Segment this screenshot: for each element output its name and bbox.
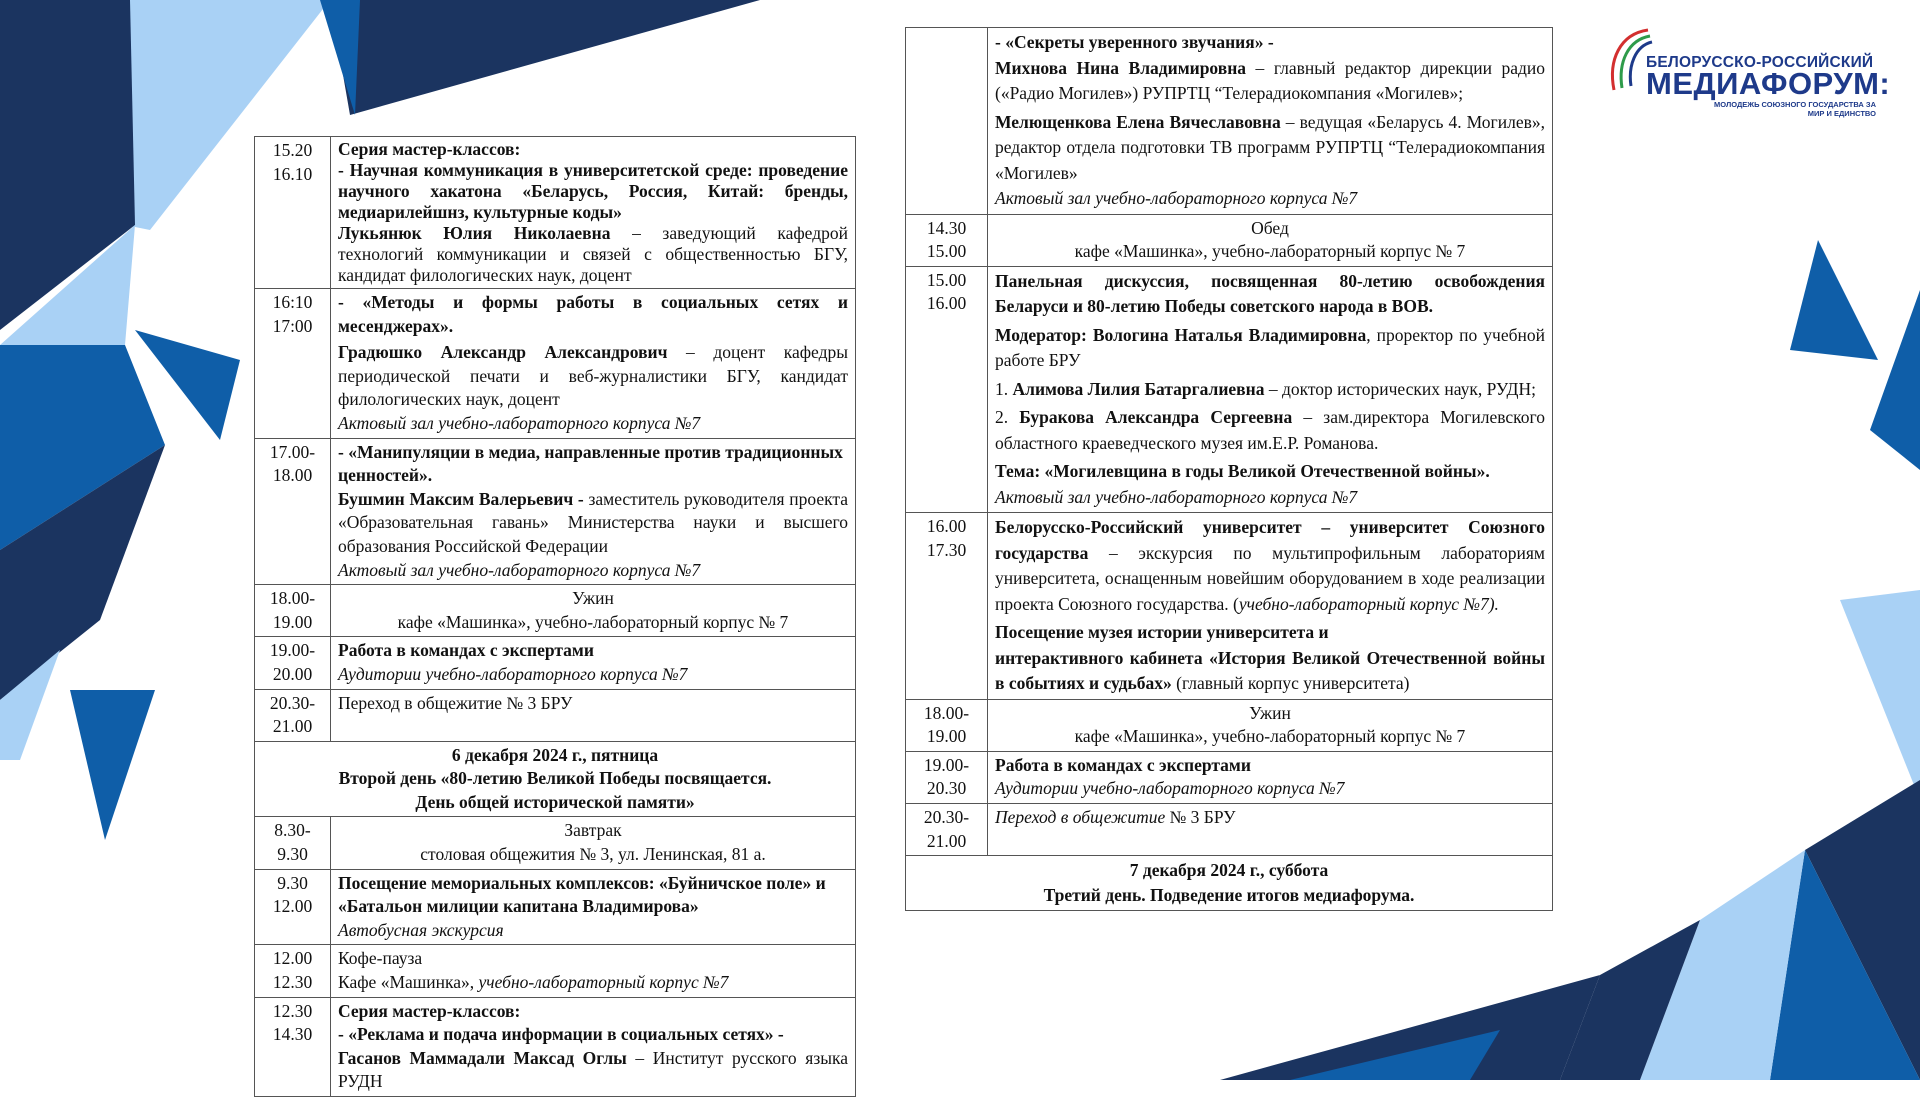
speaker-name: Лукьянюк Юлия Николаевна (338, 223, 611, 243)
bg-triangle (1790, 240, 1878, 360)
time-cell: 16.00 17.30 (906, 513, 988, 700)
table-row (255, 997, 856, 1096)
event-cell: - «Методы и формы работы в социальных сетях и месенджерах». Градюшко Александр Александрович – доцент кафедры периодической печати и веб-журналистики БГУ, кандидат филологических наук, доцент Актовый зал учебно-лабораторного корпуса №7 (331, 289, 856, 439)
speaker-name: Гасанов Маммадали Максад Оглы (338, 1047, 627, 1068)
event-cell: Серия мастер-классов: - Научная коммуникация в университетской среде: проведение научного хакатона «Беларусь, Россия, Китай: бренды, медиарилейшнз, культурные коды» Лукьянюк Юлия Николаевна – заведующий кафедрой технологий коммуникации и связей с общественностью БГУ, кандидат филологических наук, доцент (331, 137, 856, 289)
speaker-name: Михнова Нина Владимировна (995, 57, 1247, 78)
time-cell: 17.00- 18.00 (255, 438, 331, 585)
theme: Тема: «Могилевщина в годы Великой Отечественной войны». (995, 461, 1490, 482)
venue: Автобусная экскурсия (338, 919, 504, 940)
time-cell: 19.00- 20.30 (906, 751, 988, 803)
mediaforum-logo (1600, 20, 1890, 120)
table-row (906, 513, 1553, 700)
event-cell: Переход в общежитие № 3 БРУ (988, 804, 1553, 856)
time-cell: 12.00 12.30 (255, 945, 331, 997)
venue: Актовый зал учебно-лабораторного корпуса №7 (995, 188, 1358, 208)
time-cell: 14.30 15.00 (906, 214, 988, 266)
table-row (906, 266, 1553, 513)
bg-triangle (1840, 590, 1920, 800)
speaker-name: Бушмин Максим Валерьевич - (338, 488, 584, 509)
time-cell: 15.20 16.10 (255, 137, 331, 289)
time-cell: 20.30- 21.00 (255, 689, 331, 741)
day-header-row (255, 741, 856, 817)
venue: Аудитории учебно-лабораторного корпуса №7 (338, 663, 688, 684)
event-cell: Посещение мемориальных комплексов: «Буйничское поле» и «Батальон милиции капитана Владимирова» Автобусная экскурсия (331, 869, 856, 945)
event-cell: Завтрак столовая общежития № 3, ул. Ленинская, 81 а. (331, 817, 856, 869)
event-cell: Переход в общежитие № 3 БРУ (331, 689, 856, 741)
table-row (255, 289, 856, 439)
event-cell: Ужин кафе «Машинка», учебно-лабораторный корпус № 7 (988, 699, 1553, 751)
time-cell: 15.00 16.00 (906, 266, 988, 513)
table-row (255, 689, 856, 741)
event-cell: Белорусско-Российский университет – университет Союзного государства – экскурсия по мультипрофильным лабораториям университета, оснащенным новейшим оборудованием в ходе реализации проекта Союзного государства. (учебно-лабораторный корпус №7). Посещение музея истории университета и интерактивного кабинета «История Великой Отечественной войны в событиях и судьбах» (главный корпус университета) (988, 513, 1553, 700)
table-row (255, 637, 856, 689)
table-row (255, 945, 856, 997)
bg-triangle (70, 690, 155, 840)
event-cell: Серия мастер-классов: - «Реклама и подача информации в социальных сетях» - Гасанов Маммадали Максад Оглы – Институт русского языка РУДН (331, 997, 856, 1096)
event-cell: Панельная дискуссия, посвященная 80-летию освобождения Беларуси и 80-летию Победы советского народа в ВОВ. Модератор: Вологина Наталья Владимировна, проректор по учебной работе БРУ 1. Алимова Лилия Батаргалиевна – доктор исторических наук, РУДН; 2. Буракова Александра Сергеевна – зам.директора Могилевского областного краеведческого музея им.Е.Р. Романова. Тема: «Могилевщина в годы Великой Отечественной войны». Актовый зал учебно-лабораторного корпуса №7 (988, 266, 1553, 513)
day-header-row (906, 856, 1553, 911)
time-cell: 19.00- 20.00 (255, 637, 331, 689)
schedule-table-left (254, 136, 856, 1097)
venue: Актовый зал учебно-лабораторного корпуса №7 (338, 559, 701, 580)
day-header: 7 декабря 2024 г., суббота Третий день. Подведение итогов медиафорума. (906, 856, 1553, 911)
speaker-name: Алимова Лилия Батаргалиевна (1012, 378, 1265, 399)
time-cell: 20.30- 21.00 (906, 804, 988, 856)
table-row (255, 585, 856, 637)
table-row (255, 438, 856, 585)
bg-triangle (1870, 290, 1920, 470)
logo-line3: МОЛОДЕЖЬ СОЮЗНОГО ГОСУДАРСТВА ЗА МИР И ЕДИНСТВО (1714, 100, 1876, 118)
time-cell: 8.30- 9.30 (255, 817, 331, 869)
time-cell: 16:10 17:00 (255, 289, 331, 439)
time-cell (906, 28, 988, 215)
speaker-name: Мелющенкова Елена Вячеславовна (995, 111, 1281, 132)
venue: Актовый зал учебно-лабораторного корпуса №7 (995, 486, 1358, 507)
event-cell: Кофе-пауза Кафе «Машинка», учебно-лабораторный корпус №7 (331, 945, 856, 997)
time-cell: 12.30 14.30 (255, 997, 331, 1096)
table-row (255, 817, 856, 869)
table-row (255, 869, 856, 945)
venue: Актовый зал учебно-лабораторного корпуса №7 (338, 412, 701, 433)
speaker-name: Градюшко Александр Александрович (338, 342, 668, 363)
table-row (906, 751, 1553, 803)
venue: Аудитории учебно-лабораторного корпуса №7 (995, 778, 1345, 799)
table-row (906, 699, 1553, 751)
time-cell: 18.00- 19.00 (906, 699, 988, 751)
moderator: Модератор: Вологина Наталья Владимировна (995, 324, 1367, 345)
table-row (906, 28, 1553, 215)
time-cell: 9.30 12.00 (255, 869, 331, 945)
event-cell: Обед кафе «Машинка», учебно-лабораторный корпус № 7 (988, 214, 1553, 266)
schedule-table-right (905, 27, 1553, 911)
event-cell: Ужин кафе «Машинка», учебно-лабораторный корпус № 7 (331, 585, 856, 637)
logo-line1: БЕЛОРУССКО-РОССИЙСКИЙ (1646, 54, 1874, 71)
event-cell: - «Манипуляции в медиа, направленные против традиционных ценностей». Бушмин Максим Валерьевич - заместитель руководителя проекта «Образовательная гавань» Министерства науки и высшего образования Российской Федерации Актовый зал учебно-лабораторного корпуса №7 (331, 438, 856, 585)
table-row (906, 804, 1553, 856)
event-cell: Работа в командах с экспертами Аудитории учебно-лабораторного корпуса №7 (988, 751, 1553, 803)
day-header: 6 декабря 2024 г., пятница Второй день «80-летию Великой Победы посвящается. День общей исторической памяти» (255, 741, 856, 817)
event-cell: Работа в командах с экспертами Аудитории учебно-лабораторного корпуса №7 (331, 637, 856, 689)
table-row (255, 137, 856, 289)
time-cell: 18.00- 19.00 (255, 585, 331, 637)
logo-line2: МЕДИАФОРУМ: (1646, 66, 1891, 101)
table-row (906, 214, 1553, 266)
speaker-name: Буракова Александра Сергеевна (1019, 407, 1293, 428)
bg-triangle (320, 0, 360, 115)
event-cell: - «Секреты уверенного звучания» - Михнова Нина Владимировна – главный редактор дирекции радио («Радио Могилев») РУПРТЦ “Телерадиокомпания «Могилев»; Мелющенкова Елена Вячеславовна – ведущая «Беларусь 4. Могилев», редактор отдела подготовки ТВ программ РУПРТЦ “Телерадиокомпания «Могилев» Актовый зал учебно-лабораторного корпуса №7 (988, 28, 1553, 215)
